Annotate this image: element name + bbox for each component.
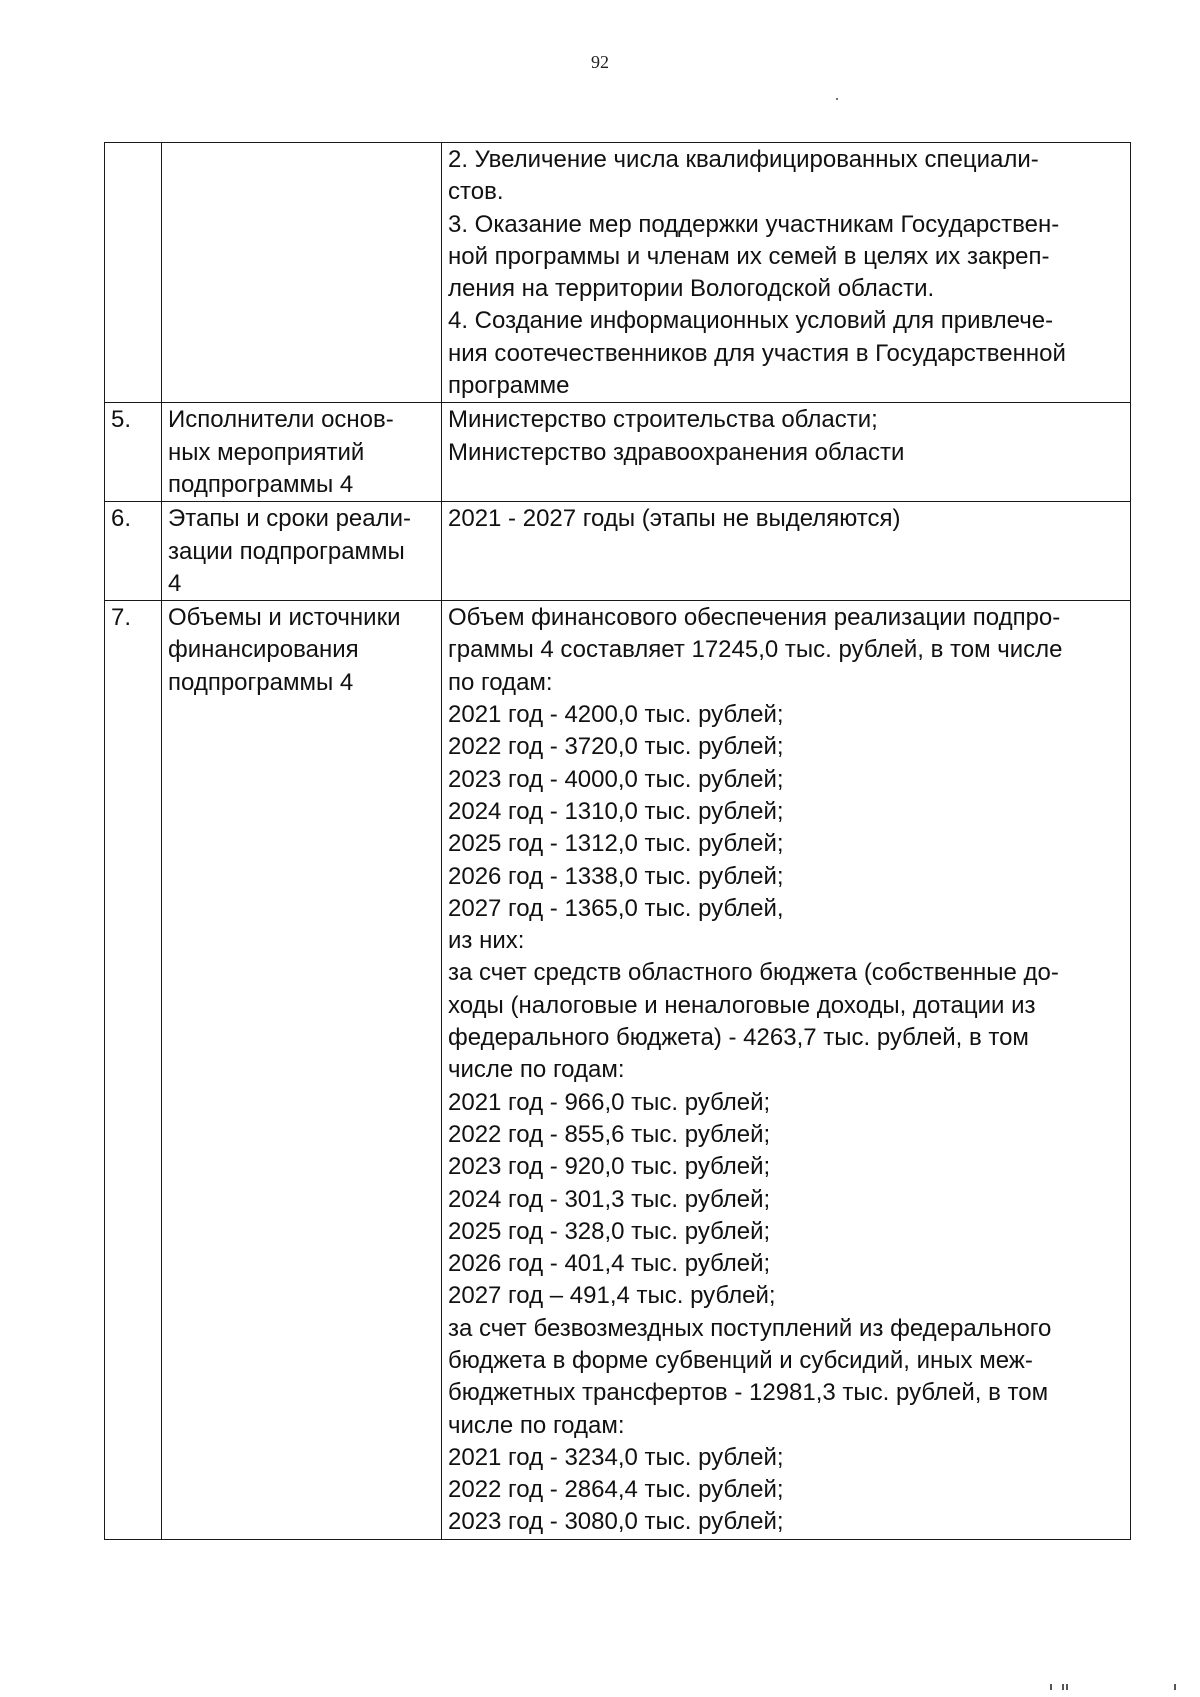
content-line: стов. — [448, 178, 504, 206]
content-line: 4. Создание информационных условий для привлече- — [448, 307, 1054, 335]
scan-speck — [836, 98, 838, 100]
content-line: 2026 год - 401,4 тыс. рублей; — [448, 1250, 771, 1278]
content-line: 2023 год - 3080,0 тыс. рублей; — [448, 1508, 784, 1536]
content-line: бюджетных трансфертов - 12981,3 тыс. рублей, в том — [448, 1379, 1049, 1407]
table-row — [105, 143, 1131, 403]
row-content-cell — [442, 601, 1131, 1540]
subprogram-passport-table — [104, 142, 1131, 1540]
label-line: ных мероприятий — [168, 438, 365, 466]
table-row — [105, 502, 1131, 601]
row-number: 6. — [111, 505, 132, 533]
content-line: числе по годам: — [448, 1056, 625, 1084]
scan-mark — [1050, 1684, 1052, 1690]
row-number-cell — [105, 502, 162, 601]
content-line: ходы (налоговые и неналоговые доходы, дотации из — [448, 991, 1036, 1019]
content-line: 2023 год - 4000,0 тыс. рублей; — [448, 765, 784, 793]
label-line: 4 — [168, 569, 182, 597]
label-line: Этапы и сроки реали- — [168, 505, 412, 533]
content-line: ной программы и членам их семей в целях их закреп- — [448, 242, 1050, 270]
content-line: Министерство здравоохранения области — [448, 438, 905, 466]
content-line: 2021 год - 3234,0 тыс. рублей; — [448, 1443, 784, 1471]
row-content-cell — [442, 143, 1131, 403]
content-line: федерального бюджета) - 4263,7 тыс. рублей, в том — [448, 1024, 1029, 1052]
row-number-cell — [105, 143, 162, 403]
scan-mark — [1174, 1684, 1176, 1690]
content-line: ния соотечественников для участия в Государственной — [448, 339, 1066, 367]
content-line: 2023 год - 920,0 тыс. рублей; — [448, 1153, 771, 1181]
page-number: 92 — [591, 52, 609, 72]
row-label-cell — [162, 143, 442, 403]
content-line: 2021 год - 4200,0 тыс. рублей; — [448, 701, 784, 729]
content-line: 3. Оказание мер поддержки участникам Государствен- — [448, 210, 1060, 238]
content-line: 2022 год - 855,6 тыс. рублей; — [448, 1120, 771, 1148]
content-line: 2025 год - 328,0 тыс. рублей; — [448, 1217, 771, 1245]
content-line: ления на территории Вологодской области. — [448, 275, 935, 303]
content-line: из них: — [448, 927, 525, 955]
content-line: числе по годам: — [448, 1411, 625, 1439]
row-content-cell — [442, 403, 1131, 502]
table-row — [105, 403, 1131, 502]
row-content-cell — [442, 502, 1131, 601]
content-line: Министерство строительства области; — [448, 406, 878, 434]
row-number: 5. — [111, 406, 132, 434]
row-number: 7. — [111, 604, 132, 632]
row-number-cell — [105, 403, 162, 502]
content-line: 2027 год - 1365,0 тыс. рублей, — [448, 894, 784, 922]
content-line: 2024 год - 301,3 тыс. рублей; — [448, 1185, 771, 1213]
label-line: подпрограммы 4 — [168, 470, 354, 498]
content-line: 2021 - 2027 годы (этапы не выделяются) — [448, 505, 901, 533]
row-label-cell — [162, 403, 442, 502]
content-line: по годам: — [448, 668, 553, 696]
table-row — [105, 601, 1131, 1540]
row-label-cell — [162, 502, 442, 601]
content-line: 2022 год - 2864,4 тыс. рублей; — [448, 1476, 784, 1504]
content-line: за счет безвозмездных поступлений из федерального — [448, 1314, 1052, 1342]
content-line: 2024 год - 1310,0 тыс. рублей; — [448, 797, 784, 825]
row-label-cell — [162, 601, 442, 1540]
content-line: 2025 год - 1312,0 тыс. рублей; — [448, 830, 784, 858]
content-line: программе — [448, 372, 570, 400]
scan-mark — [1066, 1684, 1068, 1690]
label-line: Исполнители основ- — [168, 406, 394, 434]
content-line: Объем финансового обеспечения реализации подпро- — [448, 604, 1061, 632]
content-line: 2. Увеличение числа квалифицированных специали- — [448, 146, 1039, 173]
scan-mark — [1062, 1684, 1064, 1690]
content-line: 2026 год - 1338,0 тыс. рублей; — [448, 862, 784, 890]
content-line: 2027 год – 491,4 тыс. рублей; — [448, 1282, 776, 1310]
row-number-cell — [105, 601, 162, 1540]
label-line: финансирования — [168, 636, 359, 664]
label-line: зации подпрограммы — [168, 537, 405, 565]
label-line: подпрограммы 4 — [168, 668, 354, 696]
content-line: за счет средств областного бюджета (собственные до- — [448, 959, 1059, 987]
content-line: бюджета в форме субвенций и субсидий, иных меж- — [448, 1346, 1033, 1374]
content-line: граммы 4 составляет 17245,0 тыс. рублей, в том числе — [448, 636, 1063, 664]
content-line: 2022 год - 3720,0 тыс. рублей; — [448, 733, 784, 761]
label-line: Объемы и источники — [168, 604, 401, 632]
content-line: 2021 год - 966,0 тыс. рублей; — [448, 1088, 771, 1116]
